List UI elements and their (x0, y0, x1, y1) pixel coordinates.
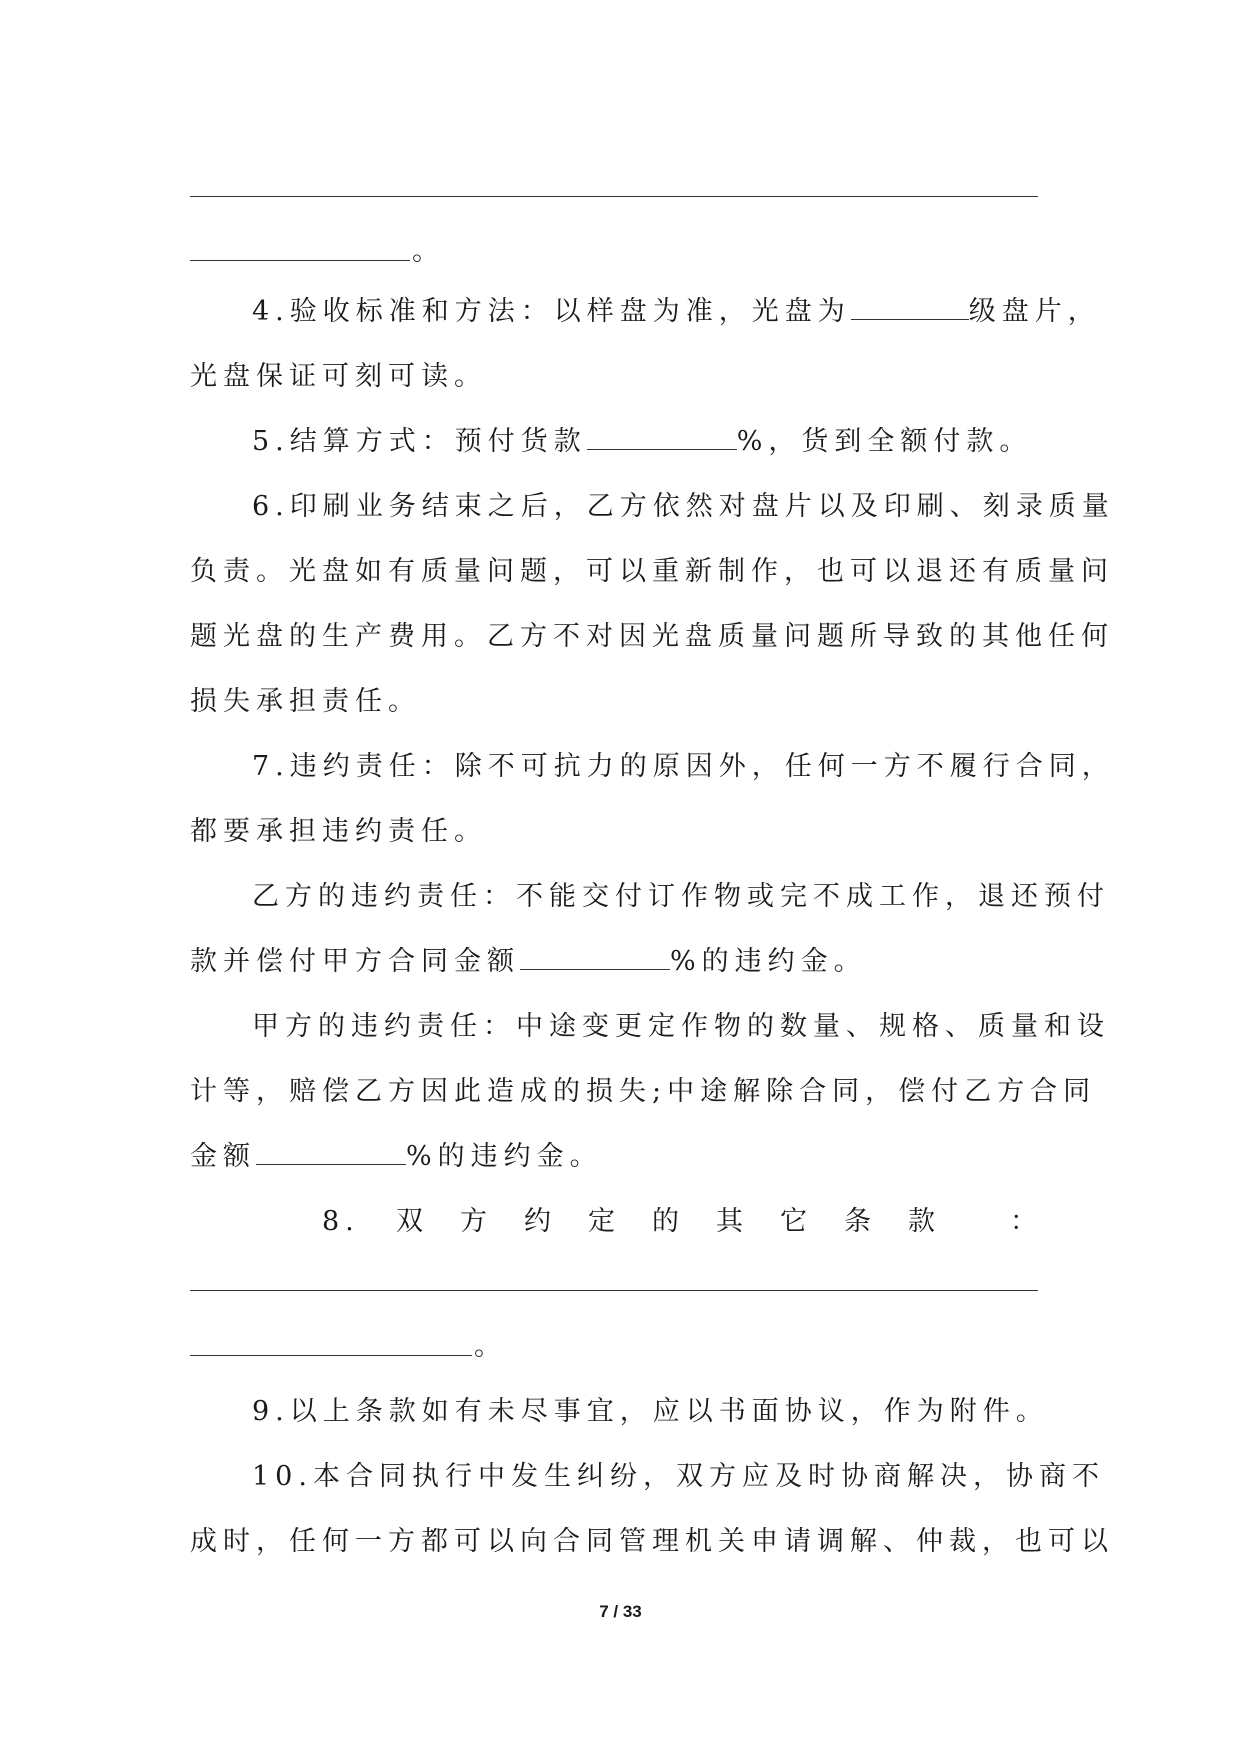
item-8-char: 条 (844, 1206, 877, 1237)
item-7-line-2: 都要承担违约责任。 (190, 816, 487, 847)
item-6-line-2: 负责。光盘如有质量问题，可以重新制作，也可以退还有质量问 (190, 556, 1114, 587)
period: 。 (474, 1331, 501, 1362)
item-8-char: 它 (780, 1206, 813, 1237)
party-b-liability-line-1: 乙方的违约责任：不能交付订作物或完不成工作，退还预付 (252, 881, 1110, 912)
item-8-line (0, 1202, 1241, 1242)
party-a-liability-line-3: 金额 %的违约金。 (190, 1137, 603, 1177)
item-10-line-2: 成时，任何一方都可以向合同管理机关申请调解、仲裁，也可以 (190, 1526, 1114, 1557)
item-7-line-1: 7.违约责任：除不可抗力的原因外，任何一方不履行合同， (252, 751, 1115, 782)
item-6-line-1: 6.印刷业务结束之后，乙方依然对盘片以及印刷、刻录质量 (252, 491, 1115, 522)
party-b-liability-line-2: 款并偿付甲方合同金额 %的违约金。 (190, 942, 867, 982)
item-6-line-3: 题光盘的生产费用。乙方不对因光盘质量问题所导致的其他任何 (190, 621, 1114, 652)
party-a-liability-line-2: 计等，赔偿乙方因此造成的损失;中途解除合同，偿付乙方合同 (190, 1076, 1097, 1107)
blank-party-a-penalty (256, 1137, 406, 1165)
party-a-liability-line-1: 甲方的违约责任：中途变更定作物的数量、规格、质量和设 (252, 1011, 1110, 1042)
item-6-line-4: 损失承担责任。 (190, 686, 421, 717)
blank-party-b-penalty (520, 942, 670, 970)
blank-line-full (190, 196, 1038, 197)
blank-line-short (190, 1355, 472, 1356)
item-9-line: 9.以上条款如有未尽事宜，应以书面协议，作为附件。 (252, 1396, 1049, 1427)
item-8-char: 8. (322, 1206, 360, 1237)
item-4-line-1: 4.验收标准和方法：以样盘为准，光盘为 级盘片， (252, 292, 1101, 332)
item-5-line: 5.结算方式：预付货款 %，货到全额付款。 (252, 422, 1032, 462)
blank-line-short (190, 260, 410, 261)
item-8-char: 约 (524, 1206, 557, 1237)
item-8-char: 款 (908, 1206, 941, 1237)
blank-line-full (190, 1290, 1038, 1291)
item-8-char: 定 (588, 1206, 621, 1237)
item-10-line-1: 10.本合同执行中发生纠纷，双方应及时协商解决，协商不 (252, 1461, 1105, 1492)
item-8-char: 的 (652, 1206, 685, 1237)
item-4-line-2: 光盘保证可刻可读。 (190, 361, 487, 392)
blank-disc-grade (851, 292, 969, 320)
period: 。 (412, 236, 439, 267)
item-8-char: 其 (716, 1206, 749, 1237)
item-8-char: ： (1010, 1206, 1043, 1237)
blank-prepay-percent (587, 422, 737, 450)
item-8-char: 双 (396, 1206, 429, 1237)
item-8-char: 方 (460, 1206, 493, 1237)
page-number: 7 / 33 (599, 1602, 642, 1621)
